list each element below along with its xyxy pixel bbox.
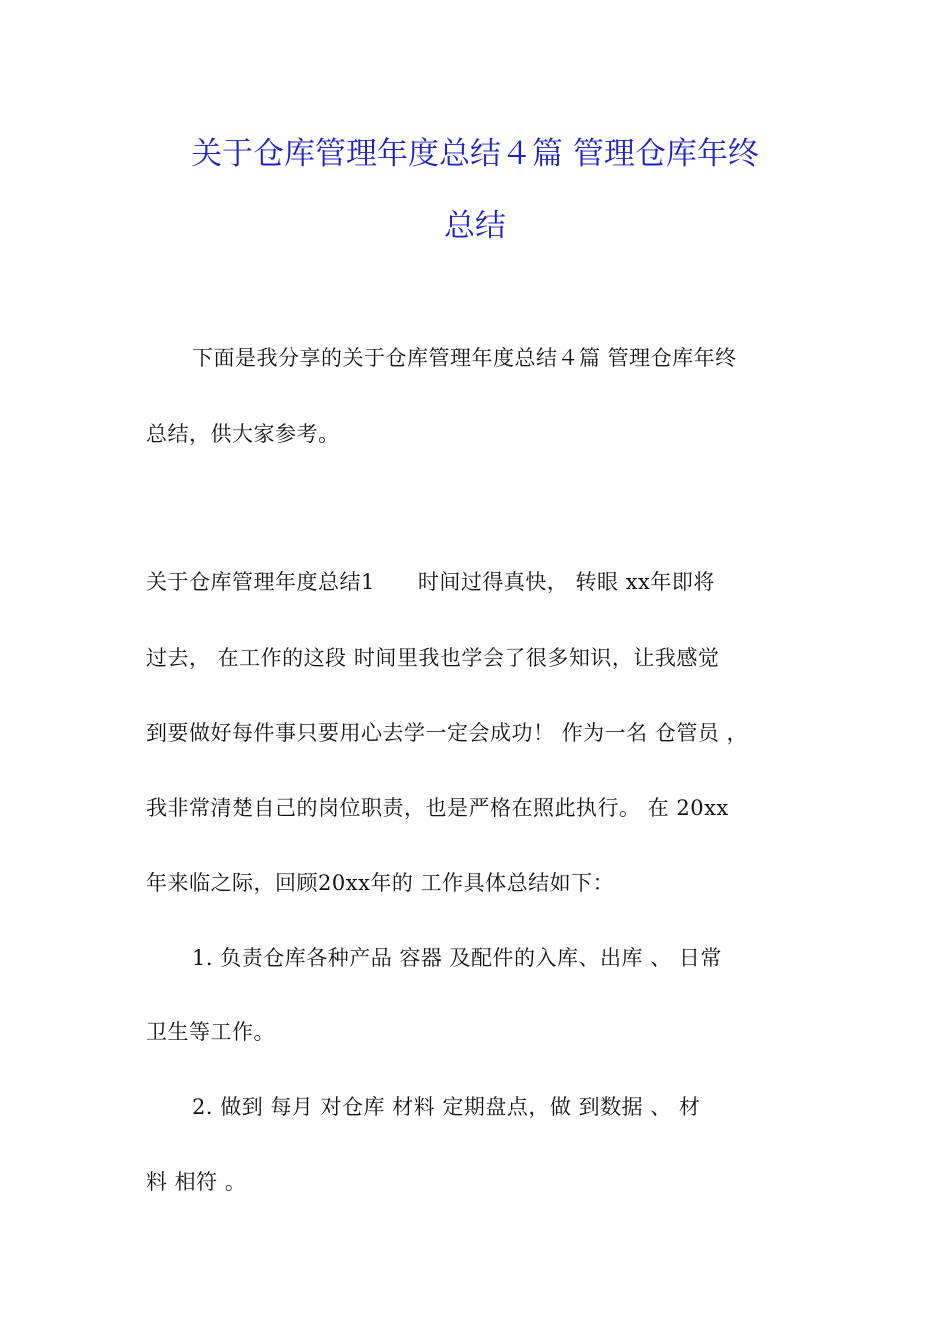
list-item-2-line-1: 2. 做到 每月 对仓库 材料 定期盘点，做 到数据 、 材 [192,1095,701,1119]
list-item-2-line-2: 料 相符 。 [146,1170,247,1194]
document-title-line-2: 总结 [444,208,506,244]
body-line-3: 到要做好每件事只要用心去学一定会成功！ 作为一名 仓管员 ， [146,721,749,745]
body-line-4: 我非常清楚自己的岗位职责，也是严格在照此执行。 在 20xx [146,796,729,820]
body-line-2: 过去， 在工作的这段 时间里我也学会了很多知识，让我感觉 [146,646,720,670]
list-item-1-line-2: 卫生等工作。 [146,1020,275,1044]
intro-line-2: 总结，供大家参考。 [146,422,340,446]
intro-line-1: 下面是我分享的关于仓库管理年度总结４篇 管理仓库年终 [192,346,737,370]
body-line-5: 年来临之际，回顾20xx年的 工作具体总结如下： [146,871,615,895]
list-item-1-line-1: 1. 负责仓库各种产品 容器 及配件的入库、出库 、 日常 [192,946,722,970]
document-title-line-1: 关于仓库管理年度总结４篇 管理仓库年终 [191,136,759,172]
body-line-1: 关于仓库管理年度总结1 时间过得真快， 转眼 xx年即将 [146,570,715,594]
